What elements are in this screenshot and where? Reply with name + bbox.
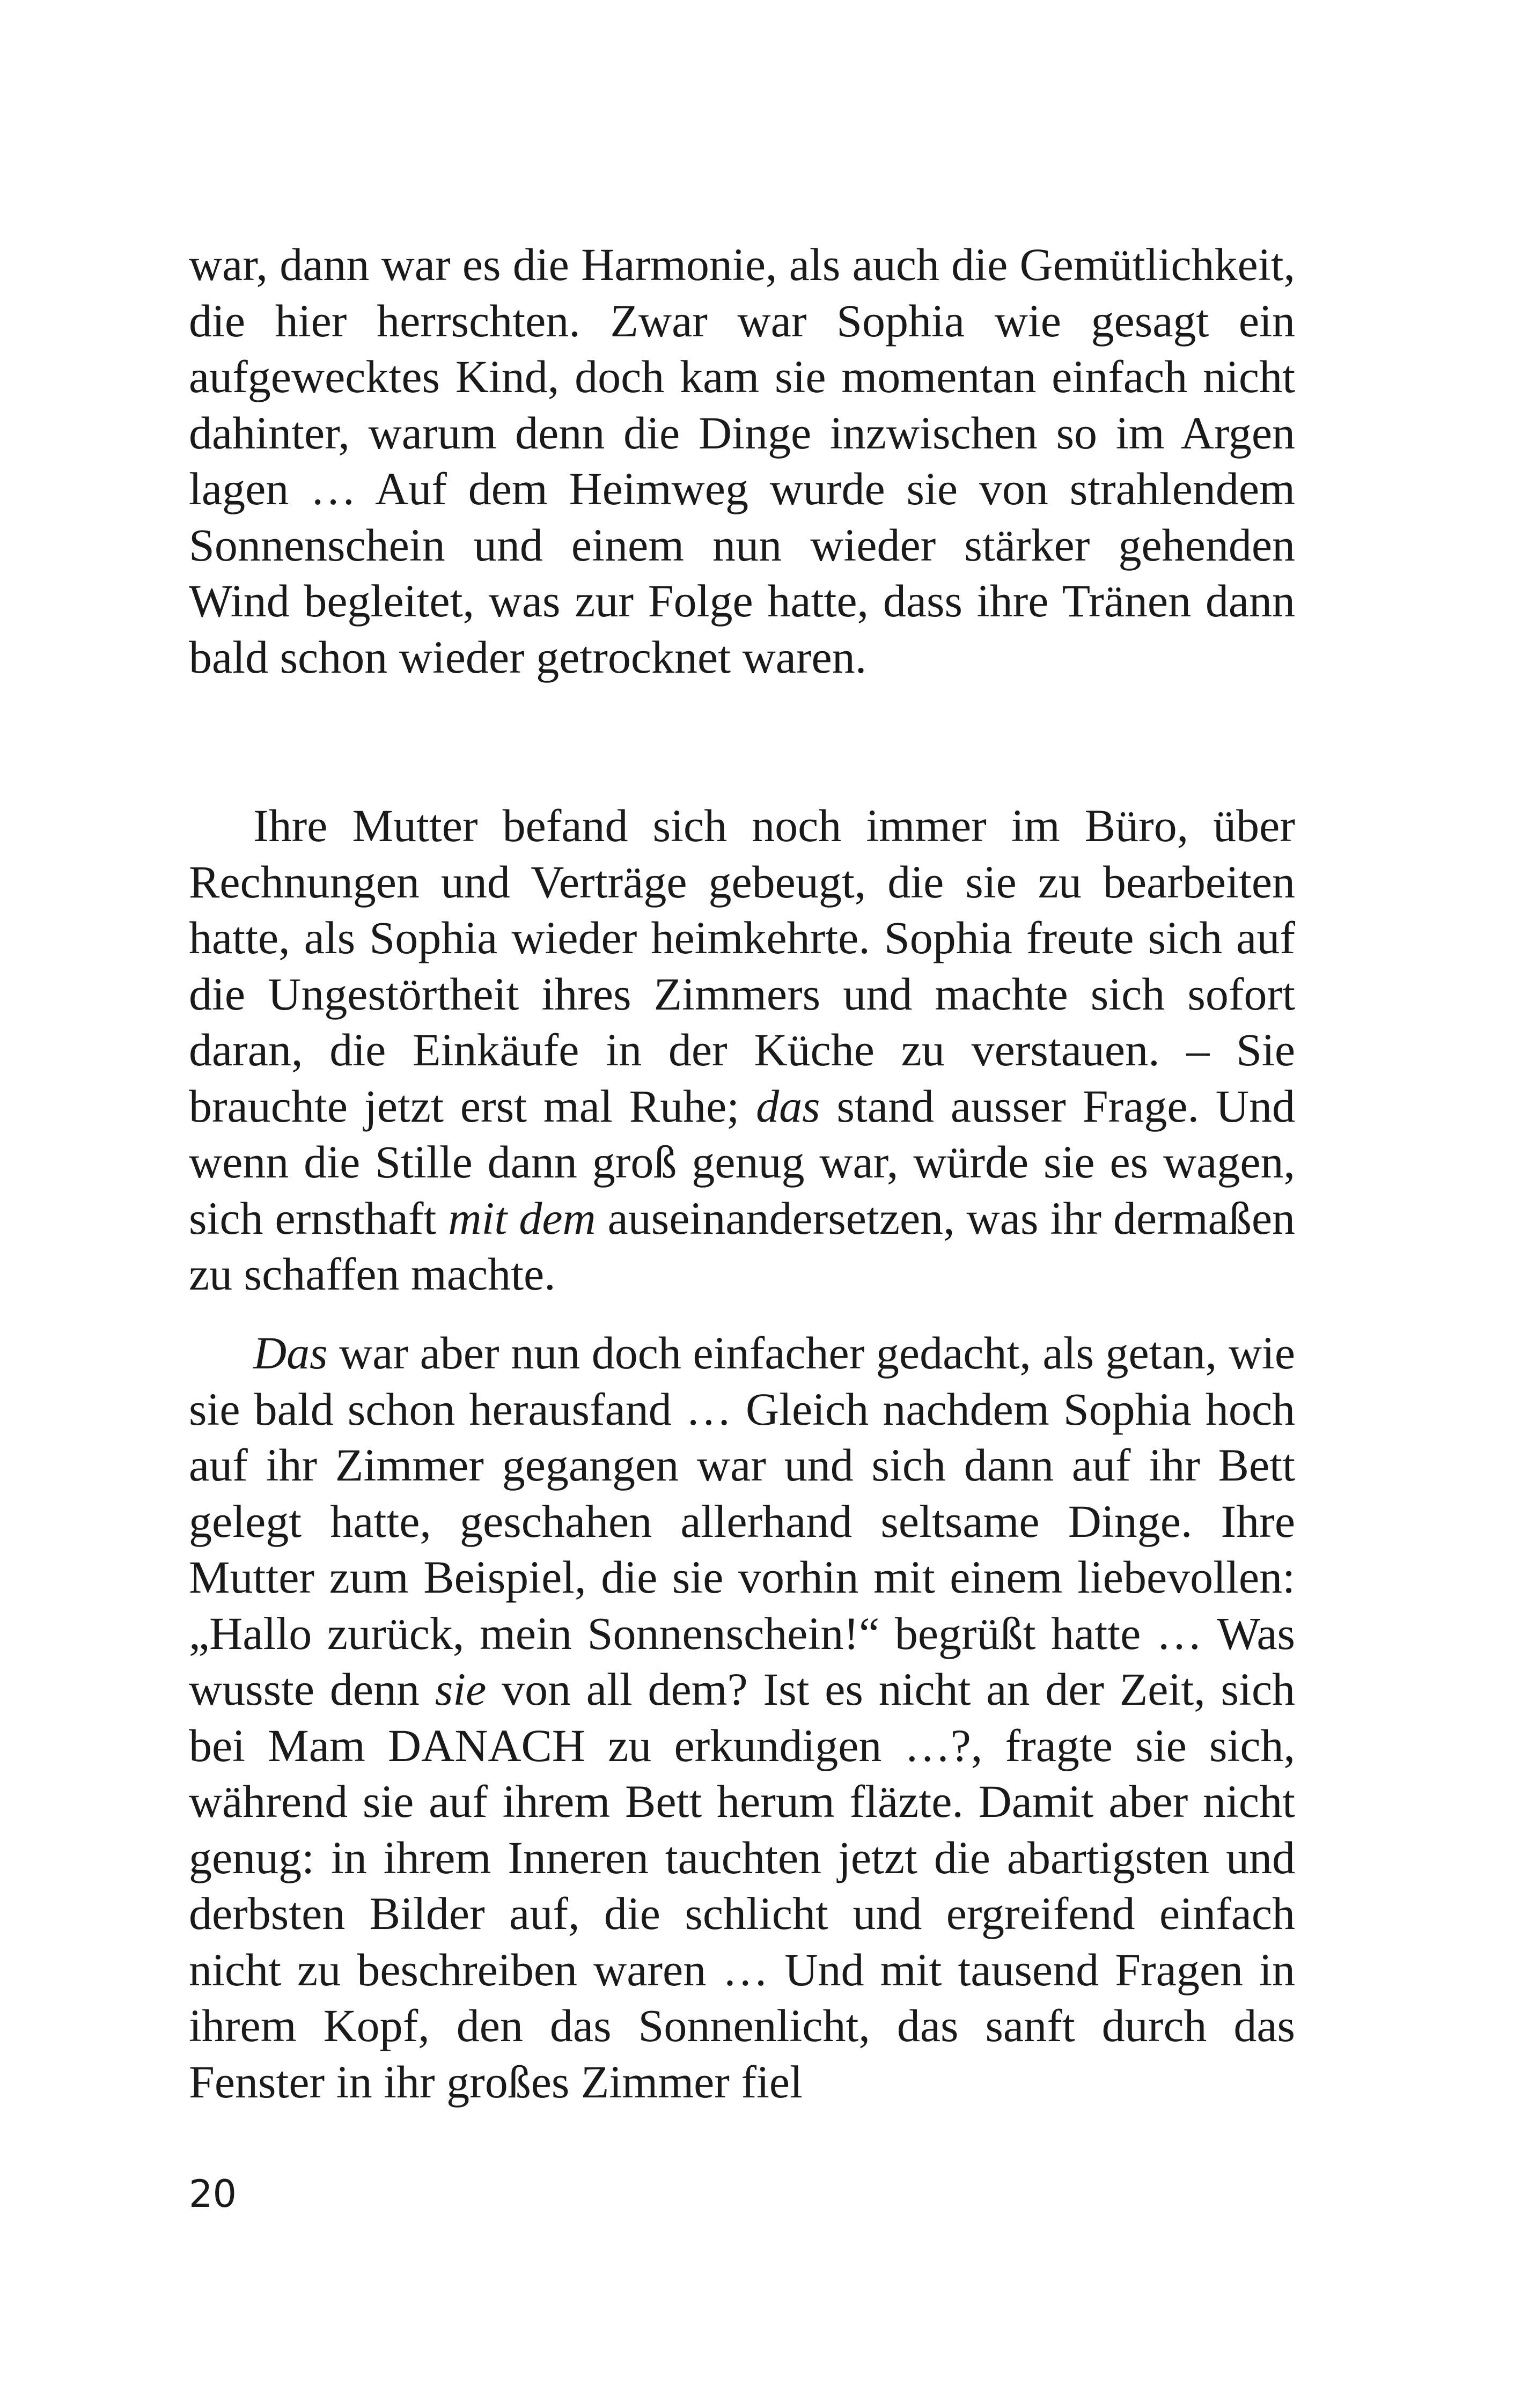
page-number: 20 (189, 2172, 237, 2216)
paragraph-3-segment: von all dem? Ist es nicht an der Zeit, sich bei Mam DANACH zu erkundigen …?, fragte sie sich, während sie auf ihrem Bett herum fläzte. Damit aber nicht genug: in ihrem Inneren tauchten jetzt die abartigsten und derbsten Bilder auf, die schlicht und ergreifend einfach nicht zu beschreiben waren … Und mit tausend Fragen in ihrem Kopf, den das Sonnenlicht, das sanft durch das Fenster in ihr großes Zimmer fiel (189, 1663, 1296, 2108)
paragraph-mutter-buero (189, 798, 1295, 1302)
paragraph-3-emphasis: Das (253, 1327, 328, 1379)
paragraph-2-emphasis: mit dem (448, 1192, 596, 1244)
paragraph-2-segment: auseinandersetzen, was ihr dermaßen zu schaffen machte. (189, 1192, 1296, 1300)
paragraph-3-text (189, 1325, 1295, 2110)
paragraph-2-emphasis: das (756, 1080, 820, 1132)
paragraph-seltsame-dinge (189, 1325, 1295, 2110)
paragraph-2-segment: stand ausser Frage. Und wenn die Stille dann groß genug war, würde sie es wagen, sich ernsthaft (189, 1080, 1295, 1244)
paragraph-3-segment: war aber nun doch einfacher gedacht, als getan, wie sie bald schon herausfand … Gleich nachdem Sophia hoch auf ihr Zimmer gegangen war und sich dann auf ihr Bett gelegt hatte, geschahen allerhand seltsame Dinge. Ihre Mutter zum Beispiel, die sie vorhin mit einem liebevollen: „Hallo zurück, mein Sonnenschein!“ begrüßt hatte … Was wusste denn (189, 1327, 1295, 1715)
paragraph-2-segment: Ihre Mutter befand sich noch immer im Büro, über Rechnungen und Verträge gebeugt, die sie zu bearbeiten hatte, als Sophia wieder heimkehrte. Sophia freute sich auf die Ungestörtheit ihres Zimmers und machte sich sofort daran, die Einkäufe in der Küche zu verstauen. – Sie brauchte jetzt erst mal Ruhe; (189, 800, 1295, 1132)
paragraph-2-text (189, 798, 1295, 1302)
paragraph-3-emphasis: sie (435, 1663, 487, 1715)
paragraph-continuation (189, 237, 1295, 685)
paragraph-1-text: war, dann war es die Harmonie, als auch die Gemütlichkeit, die hier herrschten. Zwar war Sophia wie gesagt ein aufgewecktes Kind, doch kam sie momentan einfach nicht dahinter, warum denn die Dinge inzwischen so im Argen lagen … Auf dem Heimweg wurde sie von strahlendem Sonnenschein und einem nun wieder stärker gehenden Wind begleitet, was zur Folge hatte, dass ihre Tränen dann bald schon wieder getrocknet waren. (189, 239, 1295, 683)
